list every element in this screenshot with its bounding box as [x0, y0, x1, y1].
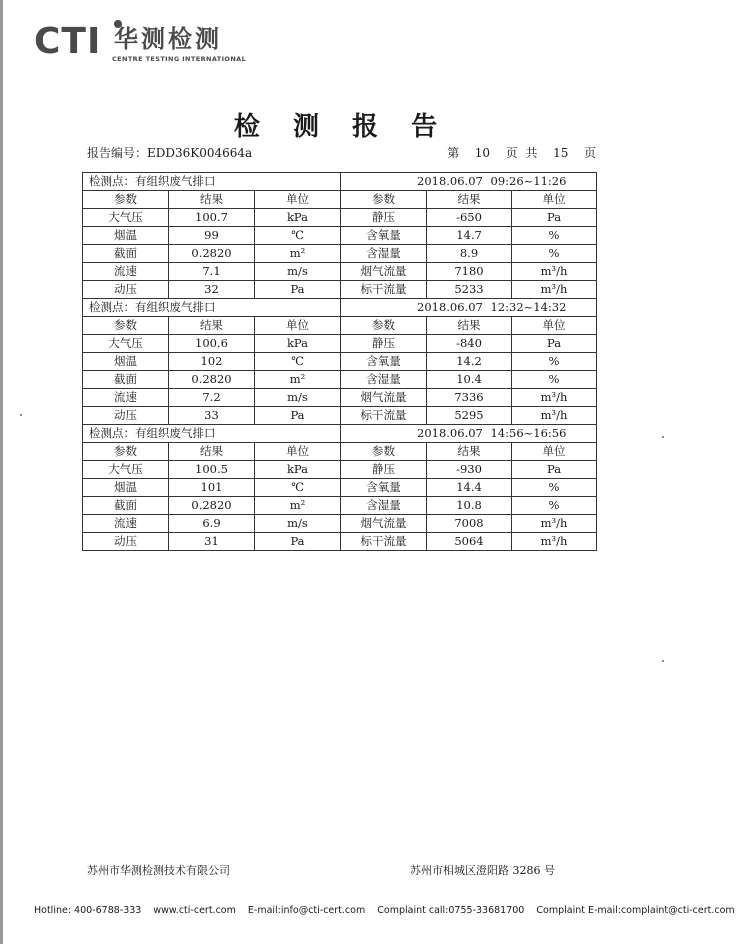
footer-website: www.cti-cert.com — [153, 905, 236, 916]
table-cell: 烟温 — [83, 227, 169, 245]
monitoring-point: 检测点：有组织废气排口 — [83, 425, 341, 443]
column-header: 参数 — [341, 317, 427, 335]
table-cell: 14.7 — [427, 227, 512, 245]
table-cell: 8.9 — [427, 245, 512, 263]
table-cell: 5233 — [427, 281, 512, 299]
table-cell: Pa — [255, 281, 341, 299]
logo-chinese-name: 华测检测 — [114, 25, 222, 53]
table-cell: 5064 — [427, 533, 512, 551]
column-header: 结果 — [169, 191, 255, 209]
table-cell: 7336 — [427, 389, 512, 407]
table-cell: Pa — [512, 209, 597, 227]
table-cell: 烟气流量 — [341, 515, 427, 533]
table-cell: 截面 — [83, 245, 169, 263]
table-cell: 6.9 — [169, 515, 255, 533]
table-cell: 动压 — [83, 533, 169, 551]
footer-contact-line — [34, 905, 744, 916]
table-cell: 烟温 — [83, 479, 169, 497]
table-cell: 烟气流量 — [341, 263, 427, 281]
column-header: 结果 — [427, 191, 512, 209]
table-cell: m³/h — [512, 533, 597, 551]
table-row — [83, 263, 597, 281]
table-cell: 5295 — [427, 407, 512, 425]
table-cell: 静压 — [341, 209, 427, 227]
footer-complaint-call: Complaint call:0755-33681700 — [377, 905, 525, 916]
table-cell: m/s — [255, 515, 341, 533]
document-title: 检 测 报 告 — [233, 112, 450, 142]
table-cell: 标干流量 — [341, 533, 427, 551]
monitoring-time: 2018.06.07 09:26~11:26 — [341, 173, 597, 191]
table-row — [83, 407, 597, 425]
table-row — [83, 227, 597, 245]
scan-speck — [662, 436, 664, 438]
table-cell: 大气压 — [83, 209, 169, 227]
table-cell: 14.4 — [427, 479, 512, 497]
logo-english-name: CENTRE TESTING INTERNATIONAL — [112, 55, 247, 63]
section-header-row — [83, 425, 597, 443]
column-header: 参数 — [341, 443, 427, 461]
table-row — [83, 353, 597, 371]
table-cell: 32 — [169, 281, 255, 299]
table-cell: 截面 — [83, 371, 169, 389]
page-info: 第 10 页 共 15 页 — [447, 146, 596, 160]
table-cell: m³/h — [512, 281, 597, 299]
footer-address: 苏州市相城区澄阳路 3286 号 — [410, 864, 555, 877]
table-cell: 101 — [169, 479, 255, 497]
table-row — [83, 389, 597, 407]
table-row — [83, 461, 597, 479]
table-cell: ℃ — [255, 353, 341, 371]
table-cell: Pa — [255, 533, 341, 551]
report-number: 报告编号：EDD36K004664a — [87, 146, 253, 160]
table-cell: -930 — [427, 461, 512, 479]
table-cell: ℃ — [255, 479, 341, 497]
section-header-row — [83, 299, 597, 317]
table-cell: % — [512, 353, 597, 371]
table-cell: kPa — [255, 209, 341, 227]
table-cell: 烟温 — [83, 353, 169, 371]
table-cell: m² — [255, 245, 341, 263]
table-cell: 7.1 — [169, 263, 255, 281]
table-cell: 10.8 — [427, 497, 512, 515]
table-cell: % — [512, 245, 597, 263]
column-header: 参数 — [83, 317, 169, 335]
table-cell: ℃ — [255, 227, 341, 245]
table-cell: m² — [255, 371, 341, 389]
table-cell: kPa — [255, 461, 341, 479]
column-header: 结果 — [427, 443, 512, 461]
column-header: 参数 — [83, 191, 169, 209]
table-cell: 静压 — [341, 461, 427, 479]
table-cell: 大气压 — [83, 461, 169, 479]
monitoring-point: 检测点：有组织废气排口 — [83, 173, 341, 191]
table-cell: 含氧量 — [341, 353, 427, 371]
table-cell: 7008 — [427, 515, 512, 533]
column-header-row — [83, 443, 597, 461]
footer-email: E-mail:info@cti-cert.com — [247, 905, 366, 916]
column-header: 单位 — [512, 443, 597, 461]
table-cell: 含湿量 — [341, 371, 427, 389]
table-row — [83, 515, 597, 533]
table-cell: m² — [255, 497, 341, 515]
table-cell: % — [512, 227, 597, 245]
table-row — [83, 209, 597, 227]
table-cell: 标干流量 — [341, 281, 427, 299]
table-cell: Pa — [512, 335, 597, 353]
table-cell: m³/h — [512, 263, 597, 281]
table-cell: 0.2820 — [169, 245, 255, 263]
footer-hotline: Hotline: 400-6788-333 — [34, 905, 142, 916]
table-cell: 大气压 — [83, 335, 169, 353]
column-header: 结果 — [169, 317, 255, 335]
table-cell: 含氧量 — [341, 479, 427, 497]
monitoring-time: 2018.06.07 12:32~14:32 — [341, 299, 597, 317]
table-cell: 31 — [169, 533, 255, 551]
column-header: 单位 — [255, 317, 341, 335]
column-header: 单位 — [255, 443, 341, 461]
table-cell: 7180 — [427, 263, 512, 281]
table-cell: 102 — [169, 353, 255, 371]
table-cell: m³/h — [512, 407, 597, 425]
table-cell: m/s — [255, 389, 341, 407]
table-cell: m/s — [255, 263, 341, 281]
table-cell: 100.7 — [169, 209, 255, 227]
table-cell: 100.6 — [169, 335, 255, 353]
table-cell: kPa — [255, 335, 341, 353]
table-row — [83, 335, 597, 353]
column-header-row — [83, 191, 597, 209]
table-cell: 0.2820 — [169, 371, 255, 389]
logo-text: CTI — [34, 21, 102, 62]
table-cell: 烟气流量 — [341, 389, 427, 407]
table-cell: 含湿量 — [341, 245, 427, 263]
table-cell: 动压 — [83, 281, 169, 299]
table-cell: % — [512, 371, 597, 389]
table-row — [83, 281, 597, 299]
section-header-row — [83, 173, 597, 191]
scan-speck — [20, 414, 22, 416]
table-cell: -840 — [427, 335, 512, 353]
column-header: 参数 — [341, 191, 427, 209]
table-cell: 含氧量 — [341, 227, 427, 245]
table-cell: 标干流量 — [341, 407, 427, 425]
table-cell: m³/h — [512, 389, 597, 407]
table-cell: 33 — [169, 407, 255, 425]
table-cell: 截面 — [83, 497, 169, 515]
table-cell: 流速 — [83, 389, 169, 407]
measurement-table — [82, 172, 597, 551]
table-cell: -650 — [427, 209, 512, 227]
footer-company: 苏州市华测检测技术有限公司 — [87, 864, 230, 877]
table-cell: 99 — [169, 227, 255, 245]
table-cell: Pa — [512, 461, 597, 479]
table-cell: 静压 — [341, 335, 427, 353]
table-cell: 流速 — [83, 263, 169, 281]
column-header: 单位 — [255, 191, 341, 209]
monitoring-point: 检测点：有组织废气排口 — [83, 299, 341, 317]
table-row — [83, 533, 597, 551]
table-cell: m³/h — [512, 515, 597, 533]
table-cell: 流速 — [83, 515, 169, 533]
table-cell: 0.2820 — [169, 497, 255, 515]
table-row — [83, 497, 597, 515]
column-header: 参数 — [83, 443, 169, 461]
table-row — [83, 245, 597, 263]
column-header: 结果 — [169, 443, 255, 461]
column-header-row — [83, 317, 597, 335]
column-header: 结果 — [427, 317, 512, 335]
table-row — [83, 479, 597, 497]
monitoring-time: 2018.06.07 14:56~16:56 — [341, 425, 597, 443]
table-cell: 7.2 — [169, 389, 255, 407]
table-cell: 100.5 — [169, 461, 255, 479]
column-header: 单位 — [512, 191, 597, 209]
table-cell: 动压 — [83, 407, 169, 425]
table-cell: Pa — [255, 407, 341, 425]
table-cell: 14.2 — [427, 353, 512, 371]
table-cell: 含湿量 — [341, 497, 427, 515]
footer-complaint-email: Complaint E-mail:complaint@cti-cert.com — [536, 905, 735, 916]
column-header: 单位 — [512, 317, 597, 335]
table-cell: 10.4 — [427, 371, 512, 389]
cti-logo — [34, 20, 264, 68]
table-cell: % — [512, 479, 597, 497]
table-cell: % — [512, 497, 597, 515]
table-row — [83, 371, 597, 389]
scan-speck — [662, 660, 664, 662]
